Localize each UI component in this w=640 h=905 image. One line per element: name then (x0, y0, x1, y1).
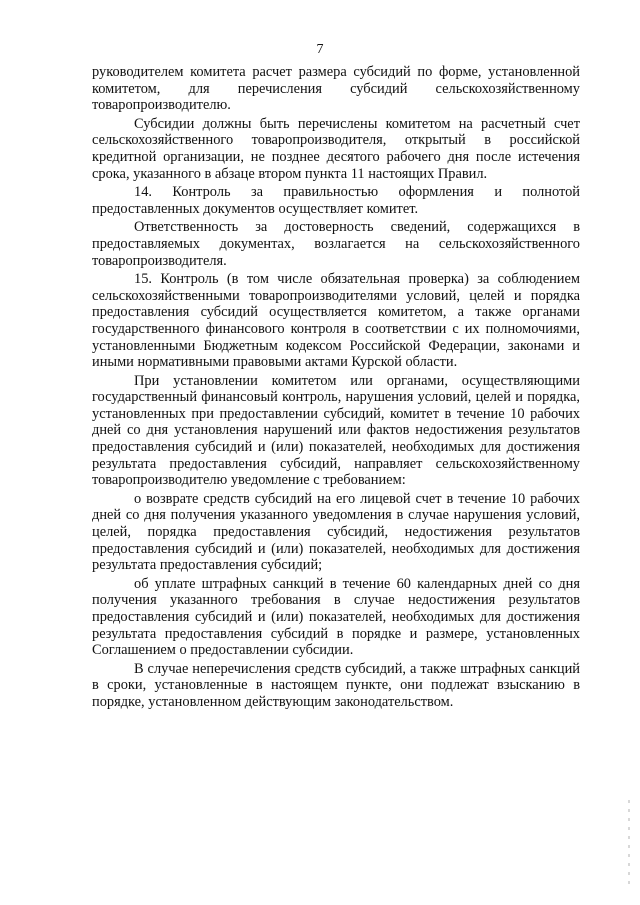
paragraph-subsidy-transfer: Субсидии должны быть перечислены комитетом на расчетный счет сельскохозяйственного товаропроизводителя, открытый в российской кредитной организации, не позднее десятого рабочего дня после истечения срока, указанного в абзаце втором пункта 11 настоящих Правил. (92, 115, 580, 182)
paragraph-responsibility: Ответственность за достоверность сведений, содержащихся в предоставляемых документах, возлагается на сельскохозяйственного товаропроизводителя. (92, 219, 580, 269)
scan-margin-mark (628, 800, 630, 888)
paragraph-violation-notice: При установлении комитетом или органами, осуществляющими государственный финансовый контроль, нарушения условий, целей и порядка, установленных при предоставлении субсидий, комитет в течение 10 рабочих дней со дня установления нарушений или фактов недостижения результатов предоставления субсидий и (или) показателей, необходимых для достижения результата предоставления субсидий, направляет сельскохозяйственному товаропроизводителю уведомление с требованием: (92, 372, 580, 489)
paragraph-item-15: 15. Контроль (в том числе обязательная проверка) за соблюдением сельскохозяйственными товаропроизводителями условий, целей и порядка предоставления субсидий осуществляется комитетом, а также органами государственного финансового контроля в соответствии с их полномочиями, установленными Бюджетным кодексом Российской Федерации, законами и иными нормативными правовыми актами Курской области. (92, 271, 580, 371)
document-body (92, 64, 580, 711)
paragraph-recovery: В случае неперечисления средств субсидий, а также штрафных санкций в сроки, установленные в настоящем пункте, они подлежат взысканию в порядке, установленном действующим законодательством. (92, 660, 580, 710)
paragraph-refund-requirement: о возврате средств субсидий на его лицевой счет в течение 10 рабочих дней со дня получения указанного уведомления в случае нарушения условий, целей, порядка предоставления субсидий, недостижения результатов предоставления субсидий и (или) показателей, необходимых для достижения результата предоставления субсидий; (92, 490, 580, 574)
page-number: 7 (316, 42, 324, 57)
paragraph-item-14: 14. Контроль за правильностью оформления и полнотой предоставленных документов осуществляет комитет. (92, 184, 580, 217)
paragraph-continuation: руководителем комитета расчет размера субсидий по форме, установленной комитетом, для перечисления субсидий сельскохозяйственному товаропроизводителю. (92, 64, 580, 114)
paragraph-penalty-requirement: об уплате штрафных санкций в течение 60 календарных дней со дня получения указанного требования в случае недостижения результатов предоставления субсидий и (или) показателей, необходимых для достижения результата предоставления субсидий в порядке и размере, установленных Соглашением о предоставлении субсидии. (92, 575, 580, 659)
